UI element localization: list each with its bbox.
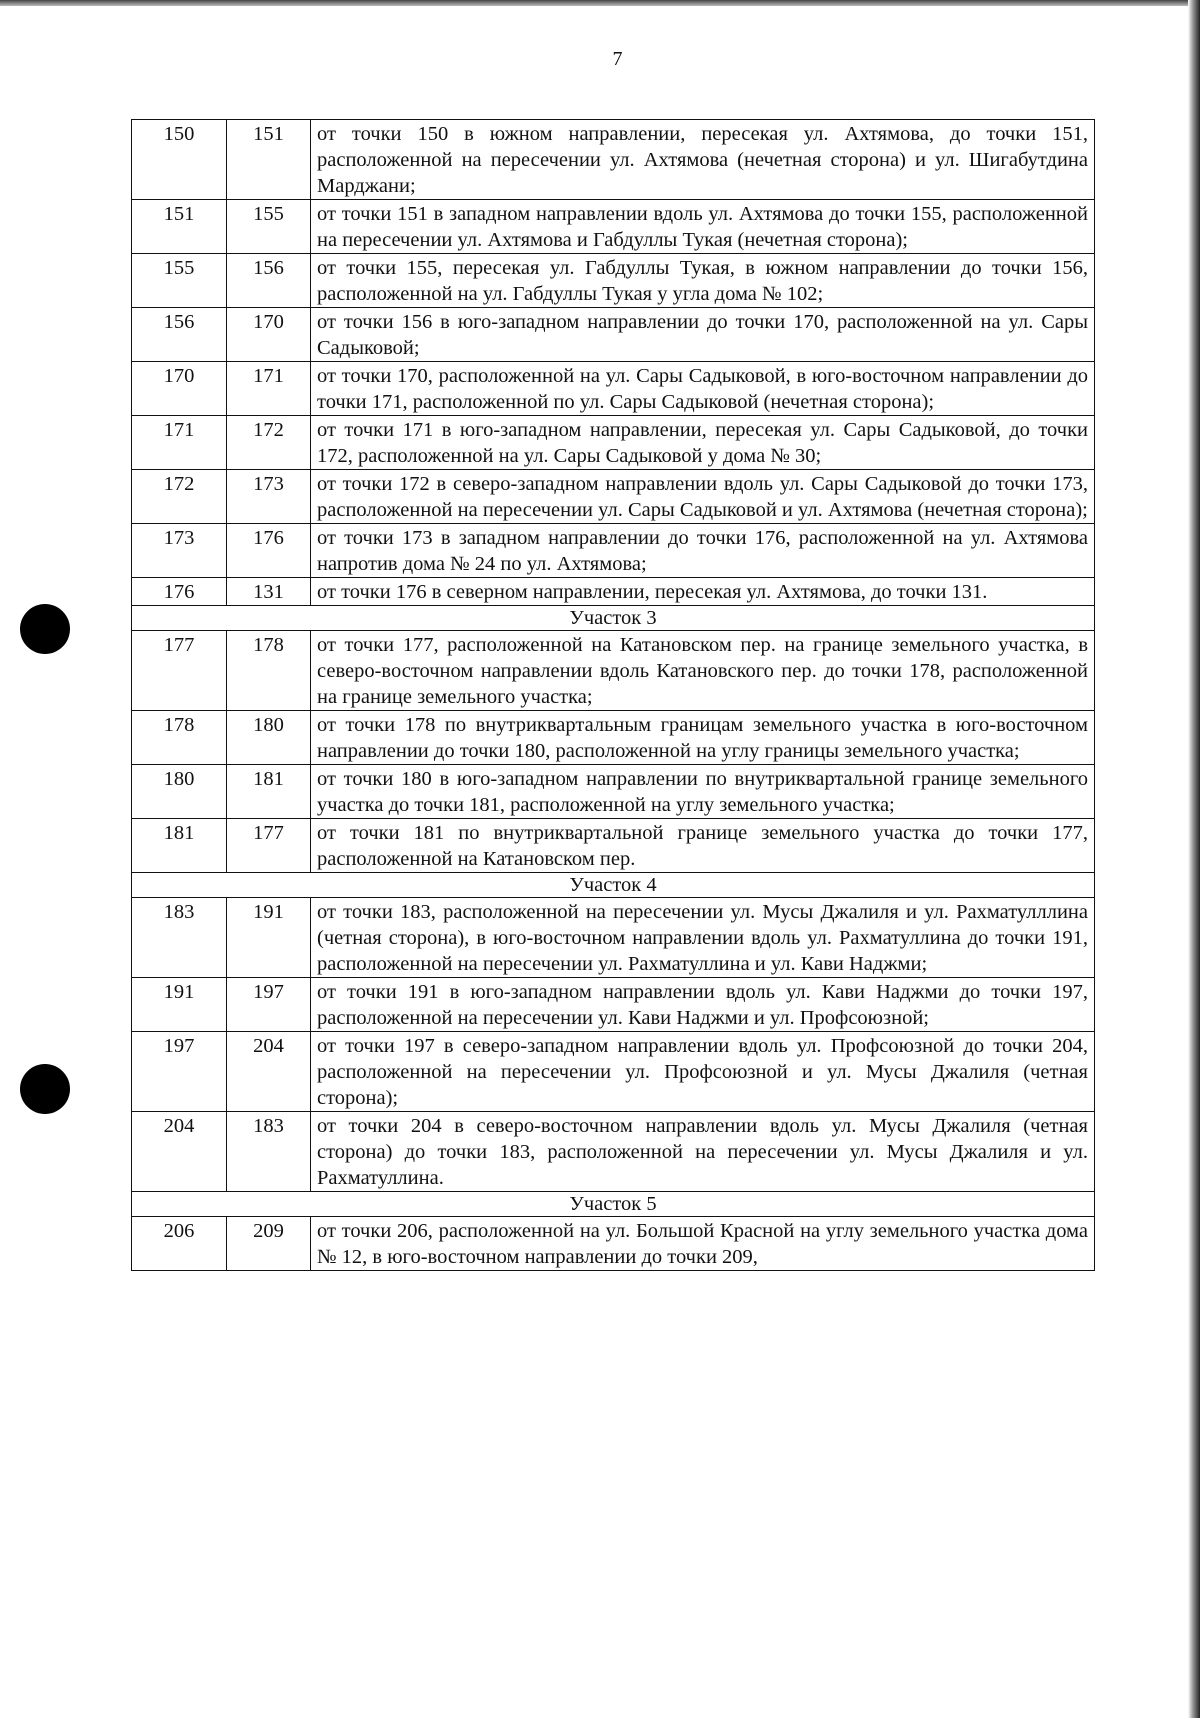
route-description-cell: от точки 204 в северо-восточном направлении вдоль ул. Мусы Джалиля (четная сторона) до точки 183, расположенной на пересечении ул. Мусы Джалиля и ул. Рахматуллина.	[311, 1112, 1095, 1192]
point-from-cell: 177	[132, 631, 227, 711]
table-row	[132, 254, 1095, 308]
point-to-cell: 177	[227, 819, 311, 873]
table-row	[132, 470, 1095, 524]
point-to-cell: 170	[227, 308, 311, 362]
route-description-cell: от точки 181 по внутриквартальной границе земельного участка до точки 177, расположенной на Катановском пер.	[311, 819, 1095, 873]
point-from-cell: 180	[132, 765, 227, 819]
route-description-cell: от точки 206, расположенной на ул. Большой Красной на углу земельного участка дома № 12, в юго-восточном направлении до точки 209,	[311, 1217, 1095, 1271]
point-to-cell: 173	[227, 470, 311, 524]
point-from-cell: 172	[132, 470, 227, 524]
table-row	[132, 578, 1095, 606]
point-from-cell: 204	[132, 1112, 227, 1192]
table-row	[132, 1032, 1095, 1112]
route-description-cell: от точки 197 в северо-западном направлении вдоль ул. Профсоюзной до точки 204, расположенной на пересечении ул. Профсоюзной и ул. Мусы Джалиля (четная сторона);	[311, 1032, 1095, 1112]
route-table	[131, 119, 1095, 1271]
route-description-cell: от точки 156 в юго-западном направлении до точки 170, расположенной на ул. Сары Садыковой;	[311, 308, 1095, 362]
table-row	[132, 819, 1095, 873]
point-to-cell: 183	[227, 1112, 311, 1192]
point-to-cell: 156	[227, 254, 311, 308]
route-description-cell: от точки 176 в северном направлении, пересекая ул. Ахтямова, до точки 131.	[311, 578, 1095, 606]
point-from-cell: 151	[132, 200, 227, 254]
point-from-cell: 183	[132, 898, 227, 978]
table-row	[132, 524, 1095, 578]
point-to-cell: 176	[227, 524, 311, 578]
point-from-cell: 173	[132, 524, 227, 578]
section-title: Участок 3	[132, 606, 1095, 631]
point-to-cell: 191	[227, 898, 311, 978]
point-from-cell: 206	[132, 1217, 227, 1271]
point-to-cell: 181	[227, 765, 311, 819]
route-table-body	[132, 120, 1095, 1271]
point-from-cell: 181	[132, 819, 227, 873]
point-from-cell: 155	[132, 254, 227, 308]
route-description-cell: от точки 151 в западном направлении вдоль ул. Ахтямова до точки 155, расположенной на пересечении ул. Ахтямова и Габдуллы Тукая (нечетная сторона);	[311, 200, 1095, 254]
table-row	[132, 362, 1095, 416]
table-row	[132, 416, 1095, 470]
section-header-row	[132, 606, 1095, 631]
table-row	[132, 631, 1095, 711]
section-header-row	[132, 1192, 1095, 1217]
point-to-cell: 197	[227, 978, 311, 1032]
table-row	[132, 765, 1095, 819]
point-to-cell: 171	[227, 362, 311, 416]
punch-hole	[20, 1064, 70, 1114]
route-description-cell: от точки 171 в юго-западном направлении, пересекая ул. Сары Садыковой, до точки 172, расположенной на ул. Сары Садыковой у дома № 30;	[311, 416, 1095, 470]
table-row	[132, 1217, 1095, 1271]
point-to-cell: 204	[227, 1032, 311, 1112]
point-to-cell: 172	[227, 416, 311, 470]
point-from-cell: 197	[132, 1032, 227, 1112]
table-row	[132, 898, 1095, 978]
route-description-cell: от точки 173 в западном направлении до точки 176, расположенной на ул. Ахтямова напротив дома № 24 по ул. Ахтямова;	[311, 524, 1095, 578]
table-row	[132, 711, 1095, 765]
section-title: Участок 4	[132, 873, 1095, 898]
section-title: Участок 5	[132, 1192, 1095, 1217]
punch-hole	[20, 604, 70, 654]
point-to-cell: 151	[227, 120, 311, 200]
route-description-cell: от точки 177, расположенной на Катановском пер. на границе земельного участка, в северо-восточном направлении вдоль Катановского пер. до точки 178, расположенной на границе земельного участка;	[311, 631, 1095, 711]
point-to-cell: 180	[227, 711, 311, 765]
scan-edge-right	[1188, 0, 1200, 1718]
table-row	[132, 200, 1095, 254]
point-from-cell: 176	[132, 578, 227, 606]
route-description-cell: от точки 155, пересекая ул. Габдуллы Тукая, в южном направлении до точки 156, расположенной на ул. Габдуллы Тукая у угла дома № 102;	[311, 254, 1095, 308]
page-number: 7	[612, 48, 623, 70]
table-row	[132, 120, 1095, 200]
point-from-cell: 178	[132, 711, 227, 765]
point-to-cell: 209	[227, 1217, 311, 1271]
point-from-cell: 156	[132, 308, 227, 362]
route-description-cell: от точки 180 в юго-западном направлении по внутриквартальной границе земельного участка до точки 181, расположенной на углу земельного участка;	[311, 765, 1095, 819]
route-description-cell: от точки 150 в южном направлении, пересекая ул. Ахтямова, до точки 151, расположенной на пересечении ул. Ахтямова (нечетная сторона) и ул. Шигабутдина Марджани;	[311, 120, 1095, 200]
route-description-cell: от точки 170, расположенной на ул. Сары Садыковой, в юго-восточном направлении до точки 171, расположенной по ул. Сары Садыковой (нечетная сторона);	[311, 362, 1095, 416]
point-from-cell: 170	[132, 362, 227, 416]
route-description-cell: от точки 178 по внутриквартальным границам земельного участка в юго-восточном направлении до точки 180, расположенной на углу границы земельного участка;	[311, 711, 1095, 765]
point-from-cell: 150	[132, 120, 227, 200]
route-description-cell: от точки 183, расположенной на пересечении ул. Мусы Джалиля и ул. Рахматулллина (четная сторона), в юго-восточном направлении вдоль ул. Рахматуллина до точки 191, расположенной на пересечении ул. Рахматуллина и ул. Кави Наджми;	[311, 898, 1095, 978]
scan-edge-top	[0, 0, 1200, 6]
section-header-row	[132, 873, 1095, 898]
table-row	[132, 978, 1095, 1032]
route-description-cell: от точки 172 в северо-западном направлении вдоль ул. Сары Садыковой до точки 173, расположенной на пересечении ул. Сары Садыковой и ул. Ахтямова (нечетная сторона);	[311, 470, 1095, 524]
point-from-cell: 171	[132, 416, 227, 470]
point-to-cell: 155	[227, 200, 311, 254]
route-description-cell: от точки 191 в юго-западном направлении вдоль ул. Кави Наджми до точки 197, расположенной на пересечении ул. Кави Наджми и ул. Профсоюзной;	[311, 978, 1095, 1032]
point-to-cell: 178	[227, 631, 311, 711]
point-to-cell: 131	[227, 578, 311, 606]
table-row	[132, 1112, 1095, 1192]
point-from-cell: 191	[132, 978, 227, 1032]
table-row	[132, 308, 1095, 362]
